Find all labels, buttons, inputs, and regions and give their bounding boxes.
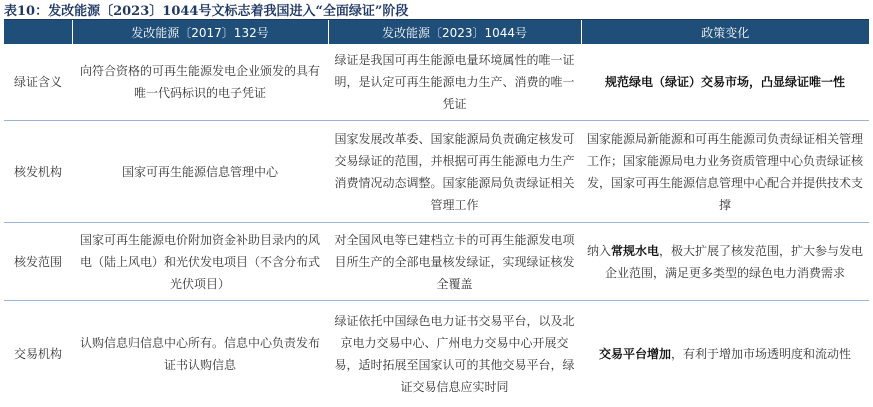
header-blank	[4, 20, 72, 44]
change-text: ，有利于增加市场透明度和流动性	[671, 347, 851, 361]
table-title: 表10：发改能源〔2023〕1044号文标志着我国进入“全面绿证”阶段	[4, 0, 408, 18]
cell-change	[581, 121, 869, 223]
cell-2023: 绿证依托中国绿色电力证书交易平台，以及北京电力交易中心、广州电力交易中心开展交易，适时拓展至国家认可的其他交易平台，绿证交易信息应实时同	[328, 301, 581, 407]
cell-change	[581, 301, 869, 407]
change-text: ，极大扩展了核发范围，扩大参与发电企业范围，满足更多类型的绿色电力消费需求	[605, 244, 863, 280]
table-row	[4, 44, 869, 121]
policy-comparison-table	[4, 20, 869, 407]
cell-2023: 对全国风电等已建档立卡的可再生能源发电项目所生产的全部电量核发绿证，实现绿证核发全覆盖	[328, 223, 581, 301]
table-row	[4, 223, 869, 301]
row-label: 交易机构	[4, 301, 72, 407]
cell-change	[581, 223, 869, 301]
header-2023: 发改能源〔2023〕1044号	[328, 20, 581, 44]
table-row	[4, 121, 869, 223]
header-change: 政策变化	[581, 20, 869, 44]
change-prefix: 纳入	[587, 244, 611, 258]
cell-2023: 绿证是我国可再生能源电量环境属性的唯一证明，是认定可再生能源电力生产、消费的唯一凭证	[328, 44, 581, 121]
cell-2017: 国家可再生能源信息管理中心	[72, 121, 328, 223]
cell-2017: 国家可再生能源电价附加资金补助目录内的风电（陆上风电）和光伏发电项目（不含分布式光伏项目）	[72, 223, 328, 301]
change-highlight: 常规水电	[611, 244, 659, 258]
cell-change	[581, 44, 869, 121]
cell-2017: 向符合资格的可再生能源发电企业颁发的具有唯一代码标识的电子凭证	[72, 44, 328, 121]
change-highlight: 规范绿电（绿证）交易市场，凸显绿证唯一性	[605, 75, 845, 89]
header-row	[4, 20, 869, 44]
table-row	[4, 301, 869, 407]
row-label: 绿证含义	[4, 44, 72, 121]
cell-2023: 国家发展改革委、国家能源局负责确定核发可交易绿证的范围，并根据可再生能源电力生产消费情况动态调整。国家能源局负责绿证相关管理工作	[328, 121, 581, 223]
row-label: 核发机构	[4, 121, 72, 223]
change-text: 国家能源局新能源和可再生能源司负责绿证相关管理工作；国家能源局电力业务资质管理中心负责绿证核发，国家可再生能源信息管理中心配合并提供技术支撑	[587, 132, 863, 212]
cell-2017: 认购信息归信息中心所有。信息中心负责发布证书认购信息	[72, 301, 328, 407]
row-label: 核发范围	[4, 223, 72, 301]
header-2017: 发改能源〔2017〕132号	[72, 20, 328, 44]
change-highlight: 交易平台增加	[599, 347, 671, 361]
